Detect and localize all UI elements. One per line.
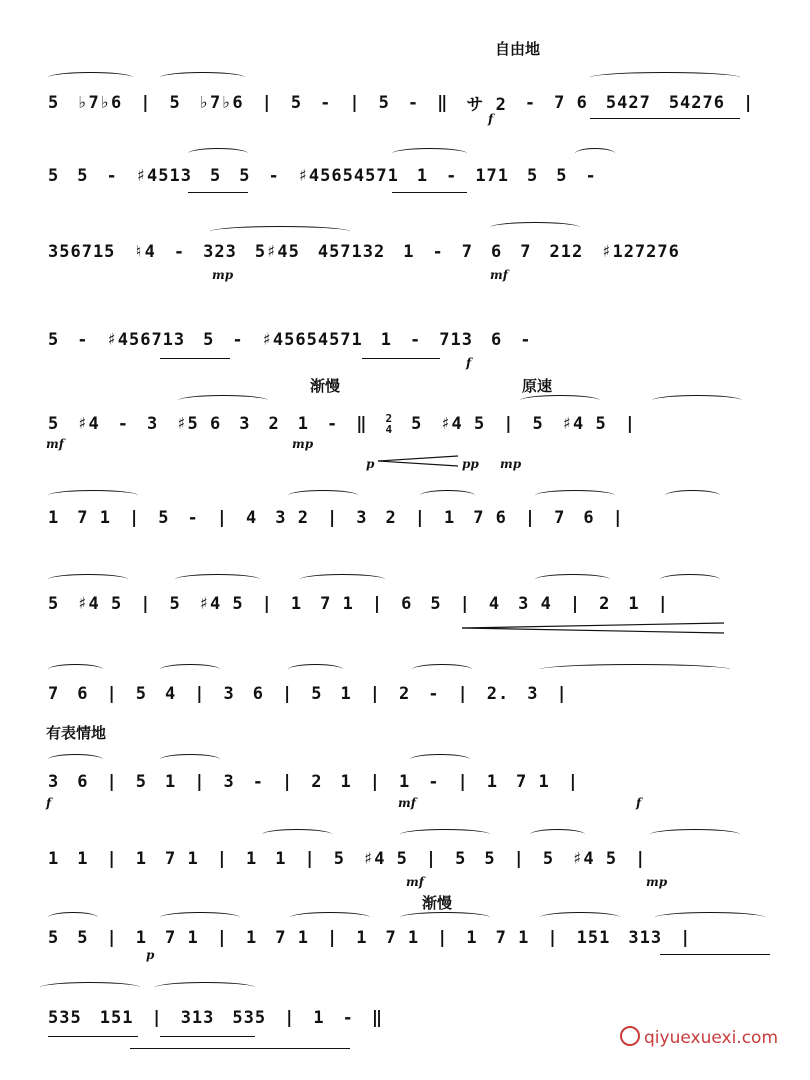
note: 7 1: [165, 849, 199, 869]
note: 1: [399, 772, 411, 792]
note: 7 6: [473, 508, 507, 528]
note: ♯45654571: [261, 330, 363, 350]
note: 323: [203, 242, 237, 262]
note: 3: [146, 414, 159, 434]
staff-row-5: [0, 375, 810, 471]
note: |: [369, 684, 381, 704]
staff-row-6: [0, 478, 810, 538]
dynamic-f: f: [466, 356, 472, 370]
note: 5: [169, 594, 181, 614]
note: 5: [203, 330, 215, 350]
note: 313: [180, 1008, 215, 1028]
note: |: [657, 594, 669, 614]
note: -: [77, 330, 89, 350]
note: -: [342, 1008, 354, 1028]
note: -: [268, 166, 280, 186]
note: ♯4 5: [440, 414, 486, 434]
note: 3: [223, 684, 235, 704]
note-row: [48, 166, 597, 186]
note: 6: [77, 684, 89, 704]
note: |: [547, 928, 559, 948]
note: 5: [542, 849, 555, 869]
tempo-slowing-2: 渐慢: [422, 894, 453, 912]
dynamic-f: f: [488, 112, 494, 126]
note: 2.: [486, 684, 510, 704]
staff-row-8: [0, 650, 810, 720]
note: |: [743, 92, 755, 113]
note: 1: [443, 508, 456, 528]
note: -: [106, 166, 118, 186]
note: ♯4 5: [572, 849, 618, 869]
note: ♭7♭6: [198, 92, 244, 113]
note: -: [407, 92, 420, 113]
note: ♯4 5: [198, 594, 244, 614]
dynamic-mp: mp: [292, 437, 314, 451]
note: 7 1: [495, 928, 530, 948]
note: -: [410, 330, 422, 350]
note: |: [414, 508, 426, 528]
note: |: [261, 594, 273, 614]
note-row: [48, 413, 636, 435]
note: 5: [48, 594, 60, 614]
dynamic-mf: mf: [398, 796, 416, 810]
note: 6: [401, 594, 413, 614]
note: |: [503, 414, 515, 434]
note: -: [320, 92, 332, 113]
note: 5: [48, 166, 60, 186]
note: 5: [411, 414, 423, 434]
note: |: [128, 508, 141, 528]
note: ♯4 5: [561, 414, 607, 434]
note: |: [556, 684, 568, 704]
note: 5: [311, 684, 323, 704]
note: 7: [461, 242, 473, 262]
dynamic-mf: mf: [490, 268, 508, 282]
note: 1: [356, 928, 368, 948]
note-row: [48, 508, 624, 528]
note: 313: [628, 928, 663, 948]
note: 5♯45: [254, 242, 300, 262]
note: 2: [311, 772, 323, 792]
note: 4: [245, 508, 258, 528]
note: -: [428, 772, 440, 792]
note-row: [48, 594, 669, 614]
note: ♯4: [77, 414, 100, 434]
note: 5: [135, 772, 147, 792]
dynamic-p: p: [146, 948, 155, 962]
note: 535: [232, 1008, 267, 1028]
note: 7: [520, 242, 532, 262]
note: 457132: [317, 242, 386, 262]
note: |: [106, 928, 118, 948]
note: |: [106, 772, 118, 792]
note: -: [252, 772, 264, 792]
note: 3: [239, 414, 251, 434]
note: |: [284, 1008, 296, 1028]
note: |: [371, 594, 384, 614]
note: |: [457, 772, 469, 792]
note: 7: [48, 684, 60, 704]
note: ♯127276: [601, 242, 680, 262]
note: 3 4: [518, 594, 552, 614]
note: 4: [488, 594, 501, 614]
note: 1: [245, 849, 258, 869]
note: 1: [48, 508, 60, 528]
note: 171: [475, 166, 510, 186]
note: 5: [77, 928, 89, 948]
note: |: [459, 594, 471, 614]
note-row: [48, 772, 579, 792]
note: 3: [527, 684, 539, 704]
note: 5: [430, 594, 442, 614]
note: |: [457, 684, 469, 704]
note: 5427: [605, 92, 651, 113]
note: 5: [77, 166, 89, 186]
note: 5: [48, 92, 60, 113]
note: 2: [385, 508, 397, 528]
note-row: [48, 1008, 383, 1028]
note: |: [140, 594, 152, 614]
note: ‖: [437, 92, 449, 113]
note: 1: [77, 849, 89, 869]
note: 1: [403, 242, 415, 262]
dynamic-mf: mf: [406, 875, 424, 889]
note: 1: [135, 928, 147, 948]
note: |: [216, 849, 228, 869]
note: -: [187, 508, 199, 528]
time-signature: [385, 413, 393, 435]
note: |: [282, 684, 294, 704]
note: ♯456713: [106, 330, 186, 350]
note: |: [106, 849, 118, 869]
note: 1: [340, 772, 352, 792]
dynamic-f: f: [46, 796, 52, 810]
note: 5: [209, 166, 222, 186]
note: 1: [416, 166, 429, 186]
dynamic-pp: pp: [462, 457, 479, 471]
note: |: [612, 508, 624, 528]
note: |: [569, 594, 582, 614]
note: 7 1: [165, 928, 199, 948]
note: -: [446, 166, 458, 186]
note: ♯45654571: [297, 166, 399, 186]
note: 7 1: [77, 508, 111, 528]
note: 6: [491, 330, 503, 350]
note: 1: [245, 928, 258, 948]
tempo-slowing-1: 渐慢: [310, 377, 341, 395]
note: 2: [399, 684, 411, 704]
note: |: [425, 849, 438, 869]
note: 1: [313, 1008, 325, 1028]
note: 7 1: [275, 928, 309, 948]
note: ‖: [356, 414, 368, 434]
dynamic-mp: mp: [500, 457, 522, 471]
note: -: [524, 92, 537, 113]
note-row: [48, 330, 532, 350]
note: 5: [239, 166, 251, 186]
note-row: [48, 684, 568, 704]
note: 5: [48, 928, 60, 948]
note: 7 1: [516, 772, 550, 792]
note: 151: [99, 1008, 134, 1028]
dynamic-mf: mf: [46, 437, 64, 451]
note: 5: [333, 849, 345, 869]
note: 5: [484, 849, 496, 869]
staff-row-7: [0, 560, 810, 640]
staff-row-3: [0, 212, 810, 282]
note: ♯4 5: [362, 849, 408, 869]
note: |: [194, 772, 206, 792]
staff-row-11: [0, 892, 810, 967]
note: 3 2: [275, 508, 309, 528]
note: |: [216, 508, 228, 528]
note: 5: [158, 508, 170, 528]
note: 5: [378, 92, 390, 113]
note: ♯4513: [135, 166, 192, 186]
note: |: [194, 684, 206, 704]
note: -: [585, 166, 597, 186]
note: ♮4: [133, 242, 156, 262]
note: |: [635, 849, 647, 869]
note: 3: [356, 508, 368, 528]
crescendo-hairpin: [462, 622, 726, 634]
watermark: qiyuexuexi.com: [620, 1026, 778, 1048]
staff-row-10: [0, 815, 810, 890]
dynamic-mp: mp: [646, 875, 668, 889]
note: 356715: [48, 242, 116, 262]
watermark-logo-icon: [620, 1026, 640, 1046]
staff-row-2: [0, 138, 810, 208]
note: 5: [135, 684, 147, 704]
note: ‖: [371, 1008, 384, 1028]
note: 1: [340, 684, 352, 704]
note: |: [140, 92, 152, 113]
note: -: [232, 330, 244, 350]
tempo-expressive: 有表情地: [46, 724, 107, 742]
staff-row-4: [0, 300, 810, 370]
note: 5: [556, 166, 568, 186]
note: 6: [491, 242, 503, 262]
note: 212: [549, 242, 584, 262]
note-row: [48, 928, 691, 948]
dynamic-p: p: [366, 457, 375, 471]
note-row: [48, 242, 680, 262]
note: 5: [48, 414, 60, 434]
note: 1: [165, 772, 177, 792]
note: 1: [290, 594, 303, 614]
note: |: [151, 1008, 163, 1028]
note: 5: [527, 166, 539, 186]
note: 3: [223, 772, 235, 792]
note: 1: [380, 330, 393, 350]
note: 2: [268, 414, 280, 434]
note: -: [520, 330, 532, 350]
tempo-original: 原速: [522, 377, 553, 395]
note: 7 6: [554, 92, 588, 113]
note: -: [428, 684, 440, 704]
note: |: [513, 849, 525, 869]
note: |: [624, 414, 636, 434]
note: 6: [77, 772, 89, 792]
note: |: [216, 928, 228, 948]
note: 7 1: [385, 928, 420, 948]
note: 151: [576, 928, 611, 948]
note: 3: [48, 772, 60, 792]
note: 1: [486, 772, 498, 792]
note: 5: [532, 414, 544, 434]
note: |: [282, 772, 294, 792]
note: |: [369, 772, 381, 792]
note: -: [117, 414, 129, 434]
note: 1: [297, 414, 309, 434]
note: 7 1: [320, 594, 354, 614]
dynamic-f: f: [636, 796, 642, 810]
note: 1: [628, 594, 640, 614]
note: 5: [455, 849, 467, 869]
note: -: [173, 242, 186, 262]
note: ♯4 5: [77, 594, 123, 614]
note: |: [326, 928, 339, 948]
note: 5: [169, 92, 181, 113]
note: ♭7♭6: [77, 92, 123, 113]
note: |: [304, 849, 316, 869]
note: 713: [439, 330, 473, 350]
note: 1: [275, 849, 287, 869]
note: 54276: [668, 92, 725, 113]
note: 5: [290, 92, 303, 113]
note: 1: [48, 849, 60, 869]
note: 2: [385, 412, 394, 425]
staff-row-9: [0, 722, 810, 812]
note: -: [326, 414, 339, 434]
note: 5: [48, 330, 60, 350]
note: サ 2: [466, 95, 507, 115]
note: -: [432, 242, 444, 262]
note: |: [437, 928, 449, 948]
tempo-free: 自由地: [495, 40, 541, 58]
note: 535: [48, 1008, 82, 1028]
note: |: [524, 508, 537, 528]
note: |: [349, 92, 361, 113]
dynamic-mp: mp: [212, 268, 234, 282]
note: 1: [135, 849, 147, 869]
note: 6: [252, 684, 264, 704]
note-row: [48, 90, 754, 115]
staff-row-1: [0, 40, 810, 130]
note: |: [106, 684, 118, 704]
note: |: [680, 928, 692, 948]
note: 1: [466, 928, 478, 948]
note: 6: [583, 508, 595, 528]
note: |: [261, 92, 273, 113]
note: 2: [599, 594, 611, 614]
note: |: [326, 508, 339, 528]
note: 4: [165, 684, 177, 704]
note: 4: [385, 423, 394, 436]
decrescendo-hairpin: [378, 455, 460, 467]
note: 7: [554, 508, 566, 528]
note: ♯5 6: [176, 414, 222, 434]
note: |: [567, 772, 579, 792]
note-row: [48, 849, 646, 869]
